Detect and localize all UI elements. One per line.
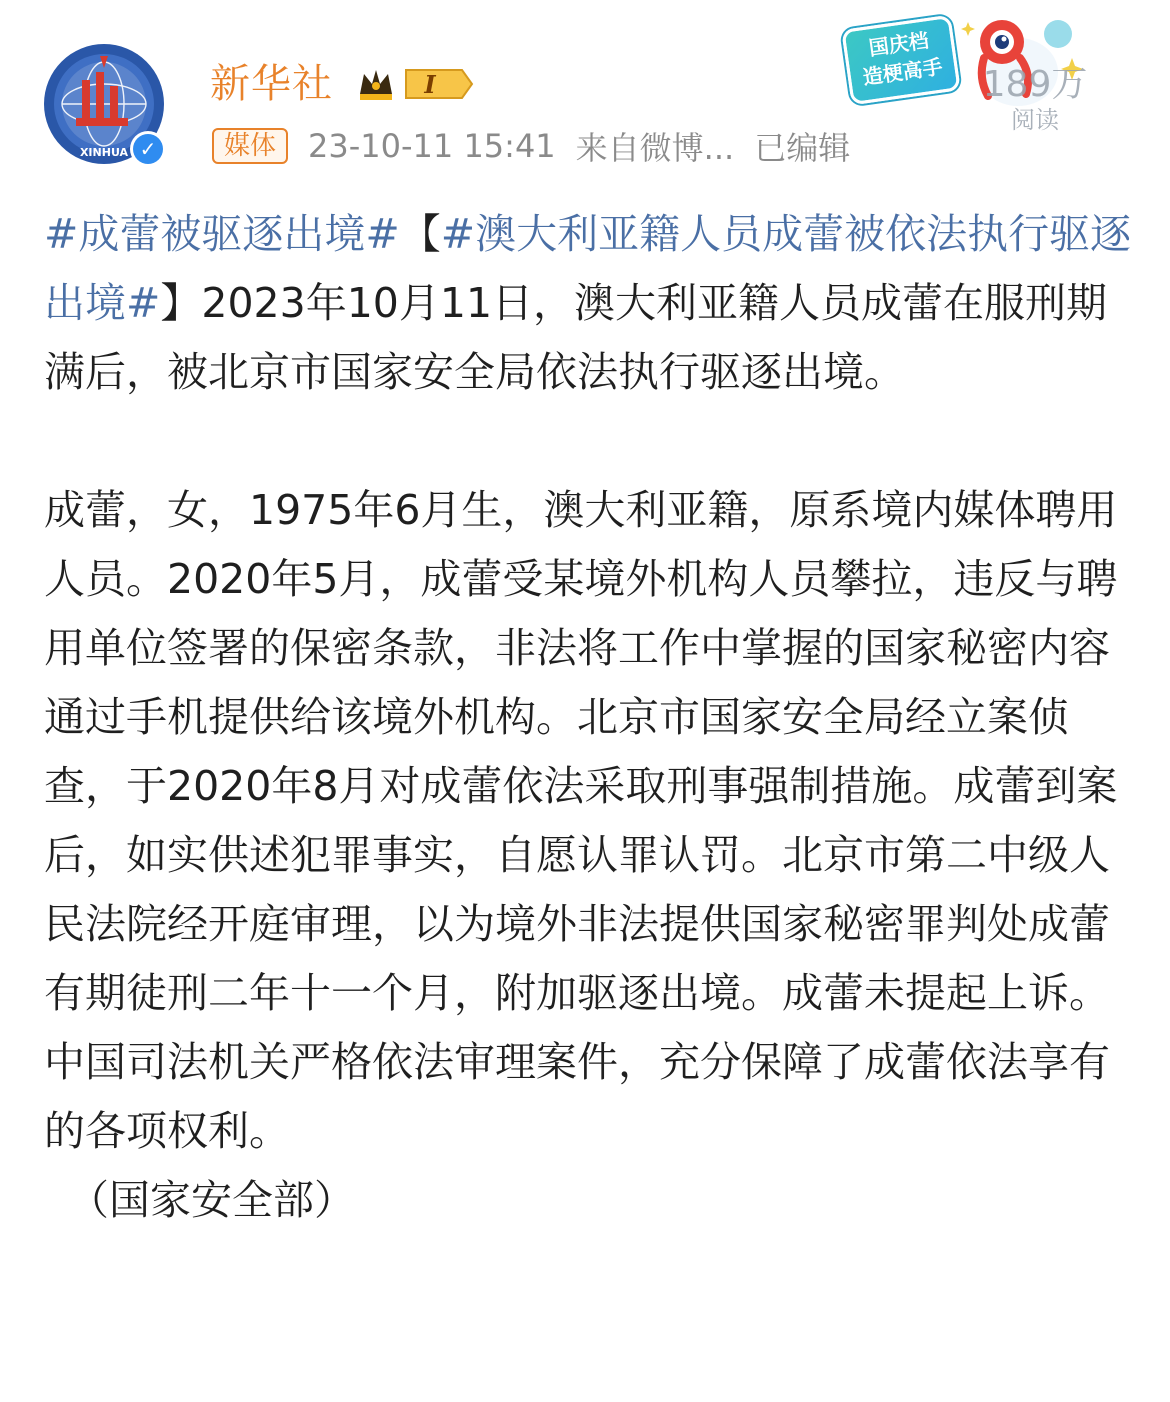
media-tag: 媒体 — [212, 128, 288, 164]
post-timestamp: 23-10-11 15:41 — [308, 127, 556, 165]
avatar-logo-text: XINHUA — [79, 146, 129, 159]
promo-line-2: 造梗高手 — [861, 54, 944, 90]
promo-line-1: 国庆档 — [867, 28, 931, 61]
read-count-label: 阅读 — [1011, 106, 1059, 134]
verified-badge — [130, 131, 166, 167]
edited-label[interactable]: 已编辑 — [754, 129, 851, 167]
bracket-close: 】 — [160, 279, 202, 327]
crown-icon — [356, 64, 396, 104]
level-badge[interactable] — [400, 64, 474, 104]
verified-check-icon: ✓ — [133, 134, 163, 164]
promo-badge — [841, 15, 961, 106]
post-source[interactable]: 来自微博... — [575, 129, 735, 167]
post-body — [44, 200, 1134, 1235]
post-paragraph-2: 成蕾，女，1975年6月生，澳大利亚籍，原系境内媒体聘用人员。2020年5月，成蕾受某境外机构人员攀拉，违反与聘用单位签署的保密条款，非法将工作中掌握的国家秘密内容通过手机提供给该境外机构。北京市国家安全局经立案侦查，于2020年8月对成蕾依法采取刑事强制措施。成蕾到案后，如实供述犯罪事实，自愿认罪认罚。北京市第二中级人民法院经开庭审理，以为境外非法提供国家秘密罪判处成蕾有期徒刑二年十一个月，附加驱逐出境。成蕾未提起上诉。中国司法机关严格依法审理案件，充分保障了成蕾依法享有的各项权利。 — [44, 486, 1118, 1155]
level-text: I — [424, 70, 436, 99]
post-paragraph-1 — [44, 200, 1134, 407]
read-count-value: 189万 — [982, 64, 1088, 105]
read-count — [980, 64, 1090, 134]
bracket-open: 【 — [399, 210, 441, 258]
post-signature: （国家安全部） — [68, 1176, 355, 1224]
paragraph-1-text: 2023年10月11日，澳大利亚籍人员成蕾在服刑期满后，被北京市国家安全局依法执行驱逐出境。 — [44, 279, 1108, 396]
post-meta — [212, 126, 850, 166]
promo-banner[interactable] — [830, 6, 1090, 136]
hashtag-link[interactable]: #成蕾被驱逐出境# — [44, 210, 400, 258]
post-header — [0, 0, 1170, 180]
author-name[interactable]: 新华社 — [210, 61, 333, 107]
hashtag-link[interactable]: #澳大利亚籍人员成蕾被依法执行驱逐出境# — [44, 210, 1132, 327]
